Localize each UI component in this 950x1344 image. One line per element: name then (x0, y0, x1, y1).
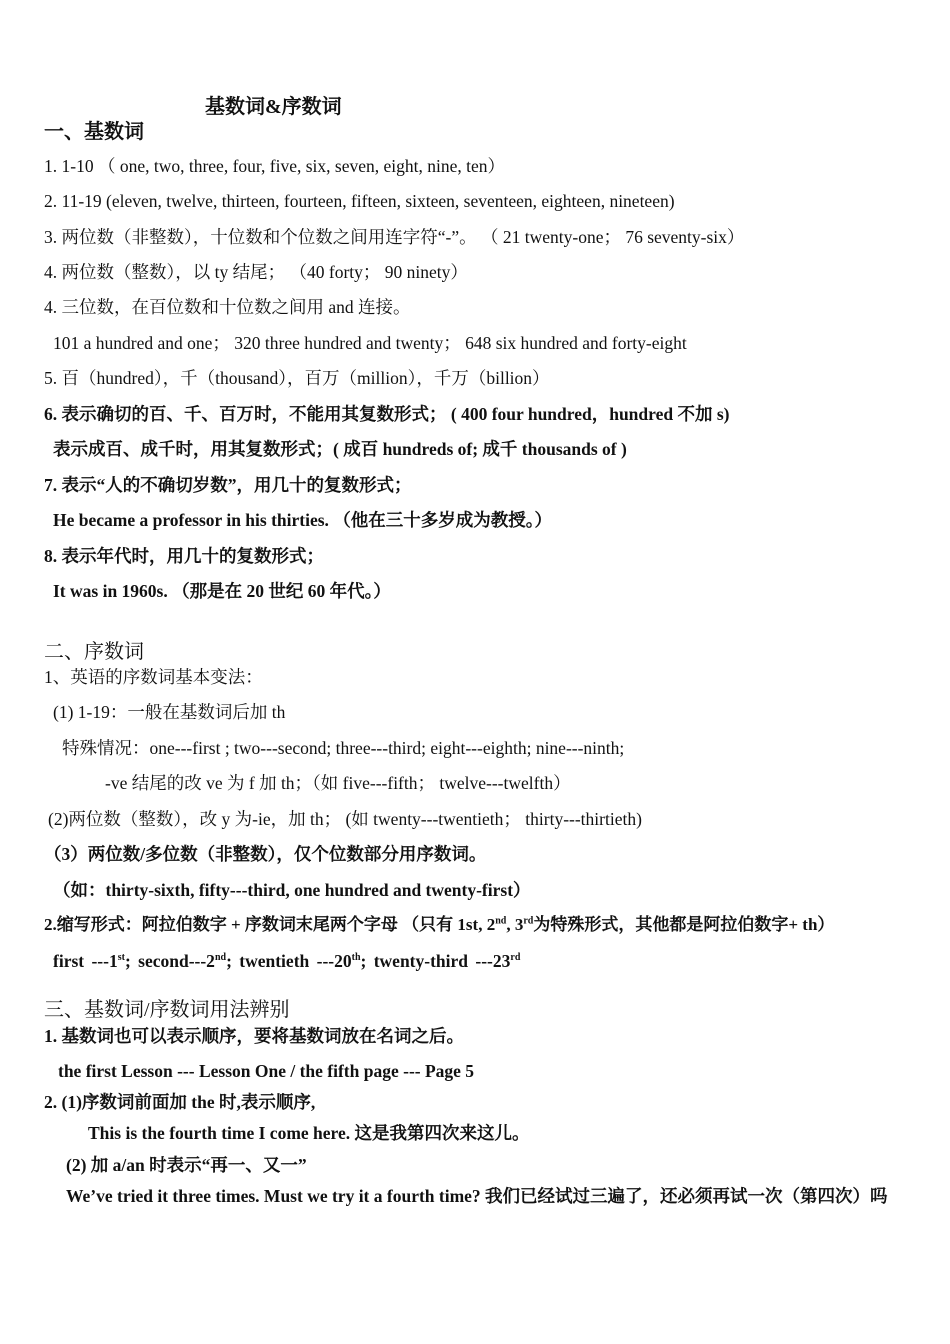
abbrev-text-c: 为特殊形式，其他都是阿拉伯数字+ th） (533, 915, 835, 934)
list-item: We’ve tried it three times. Must we try it a fourth time? 我们已经试过三遍了，还必须再试一次（第四次）吗 (66, 1186, 888, 1206)
list-item: 3. 两位数（非整数），十位数和个位数之间用连字符“-”。 （ 21 twenty-one； 76 seventy-six） (44, 227, 745, 247)
list-item: He became a professor in his thirties. （他在三十多岁成为教授。） (53, 510, 553, 530)
list-item: It was in 1960s. （那是在 20 世纪 60 年代。） (53, 581, 391, 601)
abbrev-text-b: , 3 (506, 915, 524, 934)
list-item: 1、英语的序数词基本变法： (44, 667, 263, 687)
abbreviation-examples (53, 950, 520, 972)
list-item: 1. 1-10 （ one, two, three, four, five, six, seven, eight, nine, ten） (44, 156, 505, 176)
list-item: -ve 结尾的改 ve 为 f 加 th；（如 five---fifth； twelve---twelfth） (105, 773, 571, 793)
abbreviation-rule (44, 914, 834, 936)
abbrev-sup-rd: rd (523, 915, 534, 927)
section-heading-cardinal: 一、基数词 (44, 121, 144, 143)
list-item: 2. (1)序数词前面加 the 时,表示顺序, (44, 1092, 316, 1112)
example-text-d: ; twenty-third ---23 (360, 951, 511, 971)
section-heading-usage: 三、基数词/序数词用法辨别 (44, 999, 290, 1021)
example-text-a: first ---1 (53, 951, 118, 971)
example-text-c: ; twentieth ---20 (226, 951, 352, 971)
list-item: (2)两位数（整数），改 y 为-ie，加 th； (如 twenty---twentieth； thirty---thirtieth) (48, 809, 642, 829)
list-item: 1. 基数词也可以表示顺序，要将基数词放在名词之后。 (44, 1026, 464, 1046)
example-text-b: ; second---2 (124, 951, 215, 971)
list-item: 8. 表示年代时，用几十的复数形式； (44, 546, 324, 566)
list-item: (1) 1-19：一般在基数词后加 th (53, 702, 286, 722)
example-sup-nd: nd (214, 952, 227, 964)
example-sup-st: st (117, 952, 125, 964)
example-sup-th: th (351, 952, 361, 964)
list-item: (2) 加 a/an 时表示“再一、又一” (66, 1155, 307, 1175)
list-item: 2. 11-19 (eleven, twelve, thirteen, fourteen, fifteen, sixteen, seventeen, eighteen, nineteen) (44, 191, 675, 211)
list-item: 特殊情况：one---first ; two---second; three---third; eight---eighth; nine---ninth; (62, 738, 625, 758)
list-item: 4. 三位数，在百位数和十位数之间用 and 连接。 (44, 297, 411, 317)
list-item: （3）两位数/多位数（非整数），仅个位数部分用序数词。 (44, 844, 487, 864)
list-item: 6. 表示确切的百、千、百万时，不能用其复数形式； ( 400 four hundred，hundred 不加 s) (44, 404, 730, 424)
list-item: 表示成百、成千时，用其复数形式；( 成百 hundreds of; 成千 thousands of ) (53, 439, 627, 459)
list-item: 101 a hundred and one； 320 three hundred and twenty； 648 six hundred and forty-eight (53, 333, 687, 353)
example-sup-rd: rd (510, 952, 521, 964)
list-item: （如：thirty-sixth, fifty---third, one hundred and twenty-first） (53, 880, 531, 900)
page-title: 基数词&序数词 (205, 96, 342, 118)
list-item: 7. 表示“人的不确切岁数”，用几十的复数形式； (44, 475, 412, 495)
abbrev-text-a: 2.缩写形式：阿拉伯数字 + 序数词末尾两个字母 （只有 1st, 2 (44, 915, 496, 934)
list-item: 4. 两位数（整数），以 ty 结尾； （40 forty； 90 ninety） (44, 262, 468, 282)
section-heading-ordinal: 二、序数词 (44, 641, 144, 663)
list-item: the first Lesson --- Lesson One / the fifth page --- Page 5 (58, 1061, 475, 1081)
abbrev-sup-nd: nd (495, 915, 507, 927)
list-item: 5. 百（hundred），千（thousand），百万（million），千万（billion） (44, 368, 550, 388)
list-item: This is the fourth time I come here. 这是我第四次来这儿。 (88, 1123, 530, 1143)
